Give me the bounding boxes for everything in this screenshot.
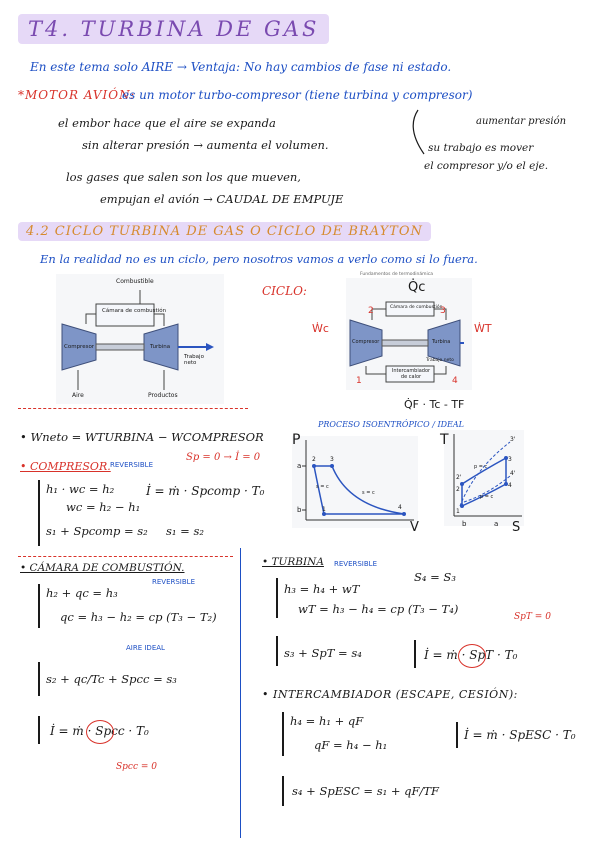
- turbina-eq2: wT = h₃ − h₄ = cp (T₃ − T₄): [298, 602, 459, 616]
- intro-line1: En este tema solo AIRE → Ventaja: No hay cambios de fase ni estado.: [30, 60, 452, 74]
- ts-point-4p: 4': [510, 470, 516, 477]
- intercambiador-title: • INTERCAMBIADOR (ESCAPE, CESIÓN):: [262, 688, 518, 701]
- separator-compresor: [18, 556, 233, 557]
- ts-point-2p: 2': [456, 474, 462, 481]
- section-subtitle: En la realidad no es un ciclo, pero nosotros vamos a verlo como si lo fuera.: [40, 252, 478, 266]
- label-trabajo: Trabajo neto: [184, 354, 204, 366]
- compresor-irr: İ = ṁ · Spcomp · T₀: [146, 484, 265, 498]
- intercambiador-bar-3: [282, 776, 284, 806]
- pv-point-2: 2: [312, 456, 316, 463]
- pv-point-4: 4: [398, 504, 402, 511]
- compresor-eq3: s₁ + Spcomp = s₂: [46, 524, 148, 538]
- label-combustible: Combustible: [116, 278, 154, 285]
- state-3: 3: [440, 306, 446, 316]
- camara-eq3: s₂ + qc/Tc + Spcc = s₃: [46, 672, 177, 686]
- camara-title: • CÁMARA DE COMBUSTIÓN.: [20, 562, 185, 574]
- ts-point-1: 1: [456, 508, 460, 515]
- work-note-1: su trabajo es mover: [428, 142, 534, 154]
- compresor-title: • COMPRESOR.: [20, 460, 111, 473]
- ts-point-2: 2: [456, 486, 460, 493]
- label-aire: Aire: [72, 392, 84, 399]
- closed-label-trabajo: Trabajo neto: [426, 358, 454, 363]
- ciclo-label: CICLO:: [262, 284, 307, 298]
- pv-xlabel: V: [410, 520, 419, 535]
- turbina-bar-1: [276, 578, 278, 618]
- spt-circle: [458, 644, 486, 668]
- qf-label: Q̇F · Tc - TF: [404, 398, 465, 411]
- camara-irr: İ = ṁ · Spcc · T₀: [50, 724, 149, 738]
- open-cycle-diagram: [56, 274, 224, 404]
- intercambiador-bar-1: [282, 712, 284, 756]
- compresor-reversible: REVERSIBLE: [110, 461, 153, 469]
- camara-aire-ideal: AIRE IDEAL: [126, 644, 165, 652]
- pv-diagram: [292, 436, 418, 528]
- wt-label: ẆT: [474, 322, 492, 335]
- figure-caption: Fundamentos de termodinámica: [360, 272, 434, 277]
- closed-label-intercambiador: Intercambiador de calor: [391, 368, 431, 380]
- ts-point-3: 3: [508, 456, 512, 463]
- compresor-eq2: wc = h₂ − h₁: [66, 500, 141, 514]
- turbina-reversible: REVERSIBLE: [334, 560, 377, 568]
- camara-reversible: REVERSIBLE: [152, 578, 195, 586]
- ts-ylabel: T: [440, 432, 449, 448]
- pv-b: b: [297, 506, 302, 514]
- camara-eq2: qc = h₃ − h₂ = cp (T₃ − T₂): [60, 610, 217, 624]
- gases-line1: los gases que salen son los que mueven,: [66, 170, 301, 184]
- motor-label: *MOTOR AVIÓN:: [18, 88, 136, 102]
- process-title: PROCESO ISOENTRÓPICO / IDEAL: [318, 420, 464, 429]
- open-cycle-figure: [56, 274, 224, 404]
- camara-bar-1: [38, 584, 40, 628]
- air-line2: sin alterar presión → aumenta el volumen.: [82, 138, 329, 152]
- wneto-eq: • Wneto = WTURBINA − WCOMPRESOR: [20, 430, 264, 444]
- gases-line2: empujan el avión → CAUDAL DE EMPUJE: [100, 192, 344, 206]
- pv-point-1: 1: [322, 506, 326, 513]
- closed-label-turbina: Turbina: [432, 339, 451, 345]
- compresor-eq1: h₁ · wc = h₂: [46, 482, 115, 496]
- pv-s-const-2: s = c: [362, 490, 375, 496]
- pv-a: a: [297, 462, 302, 470]
- pv-ylabel: P: [292, 432, 301, 448]
- intercambiador-irr: İ = ṁ · SpESC · T₀: [464, 728, 576, 742]
- turbina-eq3: s₃ + SpT = s₄: [284, 646, 362, 660]
- pv-s-const-1: s = c: [316, 484, 329, 490]
- intercambiador-eq3: s₄ + SpESC = s₁ + qF/TF: [292, 784, 440, 798]
- ts-p-const-1: p = c: [474, 464, 488, 470]
- turbina-irr: İ = ṁ · SpT · T₀: [424, 648, 518, 662]
- side-note-pressure: aumentar presión: [476, 116, 567, 127]
- separator-left: [18, 408, 248, 409]
- motor-text: es un motor turbo-compresor (tiene turbina y compresor): [122, 88, 473, 102]
- label-turbina: Turbina: [150, 344, 171, 350]
- turbina-eq1: h₃ = h₄ + wT: [284, 582, 360, 596]
- air-line1: el embor hace que el aire se expanda: [58, 116, 276, 130]
- compresor-eq4: s₁ = s₂: [166, 524, 204, 538]
- ts-point-4: 4: [508, 482, 512, 489]
- compresor-bar: [38, 480, 40, 546]
- closed-label-camara: Cámara de combustión: [390, 305, 443, 310]
- camara-bar-2: [38, 662, 40, 696]
- ts-point-3p: 3': [510, 436, 516, 443]
- state-2: 2: [368, 306, 374, 316]
- turbina-bar-3: [414, 640, 416, 668]
- closed-label-compresor: Compresor: [352, 339, 380, 345]
- section-title: 4.2 CICLO TURBINA DE GAS O CICLO DE BRAYTON: [18, 222, 431, 241]
- pv-point-3: 3: [330, 456, 334, 463]
- state-4: 4: [452, 376, 458, 386]
- camara-eq1: h₂ + qc = h₃: [46, 586, 118, 600]
- turbina-s-eq: S₄ = S₃: [414, 570, 456, 584]
- compresor-sp-note: Sp = 0 → İ = 0: [186, 452, 261, 463]
- label-camara: Cámara de combustión: [102, 308, 167, 314]
- spcc-note: Spcc = 0: [116, 762, 157, 772]
- intercambiador-eq2: qF = h₄ − h₁: [314, 738, 388, 752]
- turbina-bar-2: [276, 636, 278, 666]
- turbina-title: • TURBINA: [262, 556, 324, 568]
- intercambiador-bar-2: [456, 722, 458, 748]
- wc-label: Ẇc: [312, 322, 329, 335]
- intercambiador-eq1: h₄ = h₁ + qF: [290, 714, 364, 728]
- state-1: 1: [356, 376, 362, 386]
- pv-diagram-box: [292, 436, 418, 528]
- separator-vertical: [240, 548, 241, 838]
- spt-note: SpT = 0: [514, 612, 551, 622]
- label-compresor: Compresor: [64, 344, 95, 350]
- qc-label: Q̇c: [408, 280, 426, 295]
- work-note-2: el compresor y/o el eje.: [424, 160, 549, 172]
- brace-decoration: [400, 108, 430, 158]
- page-title: T4. TURBINA DE GAS: [18, 14, 329, 44]
- ts-xlabel: S: [512, 520, 521, 535]
- ts-b: b: [462, 520, 467, 528]
- spcc-circle: [86, 720, 114, 744]
- camara-bar-3: [38, 716, 40, 744]
- ts-a: a: [494, 520, 499, 528]
- label-productos: Productos: [148, 392, 178, 399]
- ts-p-const-2: p = c: [480, 494, 494, 500]
